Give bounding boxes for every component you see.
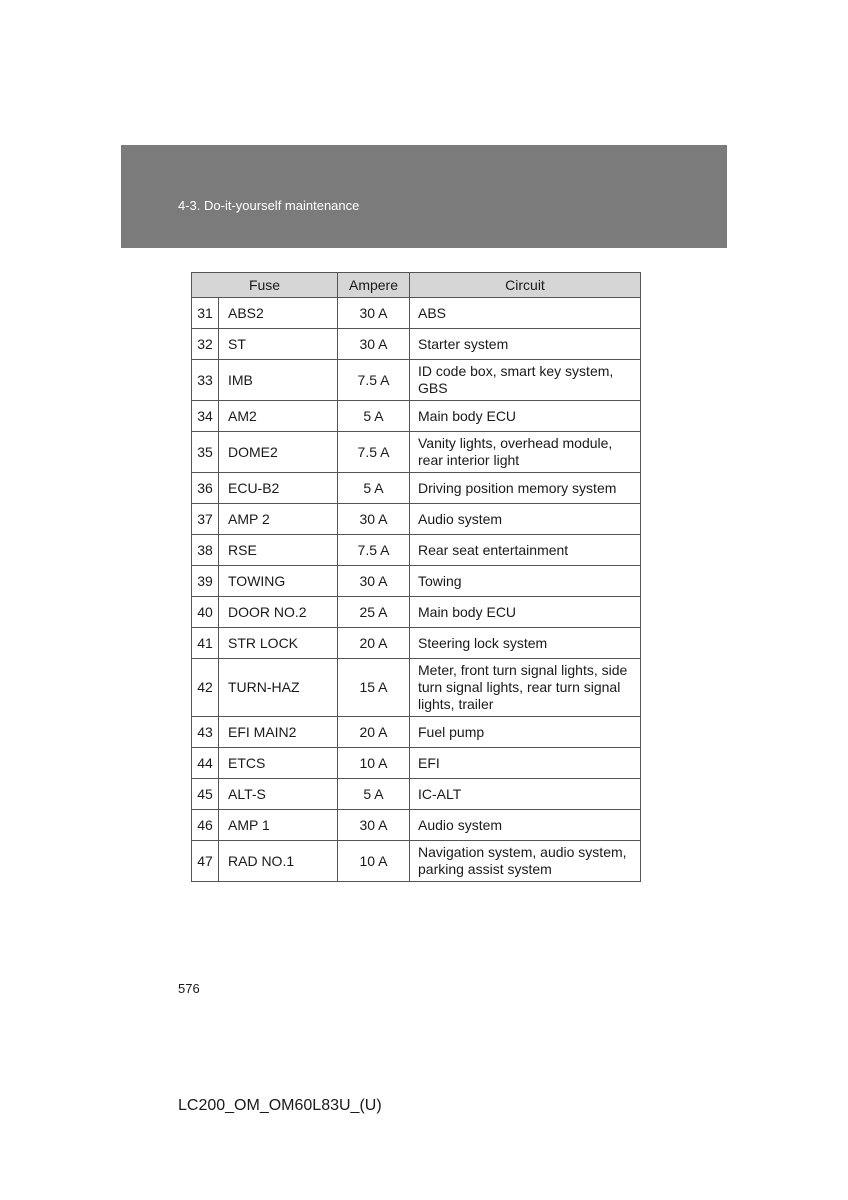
- fuse-number-cell: 44: [192, 748, 219, 779]
- fuse-number-cell: 36: [192, 473, 219, 504]
- fuse-number-cell: 35: [192, 432, 219, 473]
- table-row: [192, 717, 641, 748]
- ampere-cell: 7.5 A: [338, 360, 410, 401]
- circuit-cell: Audio system: [410, 810, 641, 841]
- ampere-cell: 5 A: [338, 401, 410, 432]
- circuit-cell: EFI: [410, 748, 641, 779]
- table-row: [192, 597, 641, 628]
- ampere-cell: 10 A: [338, 841, 410, 882]
- ampere-cell: 30 A: [338, 810, 410, 841]
- fuse-name-cell: DOOR NO.2: [219, 597, 338, 628]
- table-row: [192, 628, 641, 659]
- circuit-cell: Towing: [410, 566, 641, 597]
- circuit-cell: Vanity lights, overhead module, rear interior light: [410, 432, 641, 473]
- fuse-name-cell: STR LOCK: [219, 628, 338, 659]
- fuse-name-cell: EFI MAIN2: [219, 717, 338, 748]
- fuse-name-cell: DOME2: [219, 432, 338, 473]
- fuse-number-cell: 46: [192, 810, 219, 841]
- ampere-cell: 20 A: [338, 717, 410, 748]
- ampere-cell: 7.5 A: [338, 535, 410, 566]
- column-header-fuse: Fuse: [192, 273, 338, 298]
- ampere-cell: 15 A: [338, 659, 410, 717]
- fuse-name-cell: AM2: [219, 401, 338, 432]
- circuit-cell: Meter, front turn signal lights, side turn signal lights, rear turn signal lights, trailer: [410, 659, 641, 717]
- table-row: [192, 748, 641, 779]
- fuse-name-cell: RSE: [219, 535, 338, 566]
- ampere-cell: 30 A: [338, 329, 410, 360]
- ampere-cell: 10 A: [338, 748, 410, 779]
- fuse-number-cell: 39: [192, 566, 219, 597]
- table-row: [192, 360, 641, 401]
- ampere-cell: 7.5 A: [338, 432, 410, 473]
- section-title: 4-3. Do-it-yourself maintenance: [178, 198, 360, 213]
- fuse-table: [191, 272, 641, 882]
- table-row: [192, 810, 641, 841]
- table-body: [192, 298, 641, 882]
- fuse-number-cell: 40: [192, 597, 219, 628]
- fuse-number-cell: 45: [192, 779, 219, 810]
- circuit-cell: ID code box, smart key system, GBS: [410, 360, 641, 401]
- fuse-number-cell: 33: [192, 360, 219, 401]
- table-row: [192, 566, 641, 597]
- section-header-band: [121, 145, 727, 248]
- fuse-number-cell: 43: [192, 717, 219, 748]
- ampere-cell: 30 A: [338, 566, 410, 597]
- circuit-cell: Navigation system, audio system, parking assist system: [410, 841, 641, 882]
- column-header-ampere: Ampere: [338, 273, 410, 298]
- fuse-number-cell: 32: [192, 329, 219, 360]
- table-row: [192, 298, 641, 329]
- table-row: [192, 659, 641, 717]
- circuit-cell: Rear seat entertainment: [410, 535, 641, 566]
- circuit-cell: IC-ALT: [410, 779, 641, 810]
- fuse-number-cell: 47: [192, 841, 219, 882]
- circuit-cell: Fuel pump: [410, 717, 641, 748]
- document-code: LC200_OM_OM60L83U_(U): [178, 1097, 382, 1114]
- table-row: [192, 779, 641, 810]
- fuse-name-cell: ABS2: [219, 298, 338, 329]
- fuse-name-cell: ALT-S: [219, 779, 338, 810]
- table-header-row: [192, 273, 641, 298]
- circuit-cell: ABS: [410, 298, 641, 329]
- page-number: 576: [178, 981, 200, 996]
- fuse-name-cell: ECU-B2: [219, 473, 338, 504]
- circuit-cell: Audio system: [410, 504, 641, 535]
- fuse-number-cell: 41: [192, 628, 219, 659]
- table-row: [192, 473, 641, 504]
- ampere-cell: 30 A: [338, 298, 410, 329]
- fuse-name-cell: TURN-HAZ: [219, 659, 338, 717]
- table-row: [192, 535, 641, 566]
- fuse-name-cell: IMB: [219, 360, 338, 401]
- fuse-name-cell: TOWING: [219, 566, 338, 597]
- circuit-cell: Main body ECU: [410, 597, 641, 628]
- column-header-circuit: Circuit: [410, 273, 641, 298]
- ampere-cell: 20 A: [338, 628, 410, 659]
- fuse-number-cell: 34: [192, 401, 219, 432]
- fuse-name-cell: ST: [219, 329, 338, 360]
- fuse-number-cell: 37: [192, 504, 219, 535]
- table-row: [192, 329, 641, 360]
- ampere-cell: 5 A: [338, 779, 410, 810]
- fuse-number-cell: 38: [192, 535, 219, 566]
- fuse-name-cell: RAD NO.1: [219, 841, 338, 882]
- circuit-cell: Starter system: [410, 329, 641, 360]
- ampere-cell: 30 A: [338, 504, 410, 535]
- table-row: [192, 401, 641, 432]
- circuit-cell: Steering lock system: [410, 628, 641, 659]
- ampere-cell: 5 A: [338, 473, 410, 504]
- fuse-number-cell: 31: [192, 298, 219, 329]
- fuse-name-cell: AMP 2: [219, 504, 338, 535]
- table-row: [192, 504, 641, 535]
- table-row: [192, 841, 641, 882]
- table-row: [192, 432, 641, 473]
- ampere-cell: 25 A: [338, 597, 410, 628]
- fuse-number-cell: 42: [192, 659, 219, 717]
- fuse-name-cell: AMP 1: [219, 810, 338, 841]
- circuit-cell: Driving position memory system: [410, 473, 641, 504]
- circuit-cell: Main body ECU: [410, 401, 641, 432]
- fuse-name-cell: ETCS: [219, 748, 338, 779]
